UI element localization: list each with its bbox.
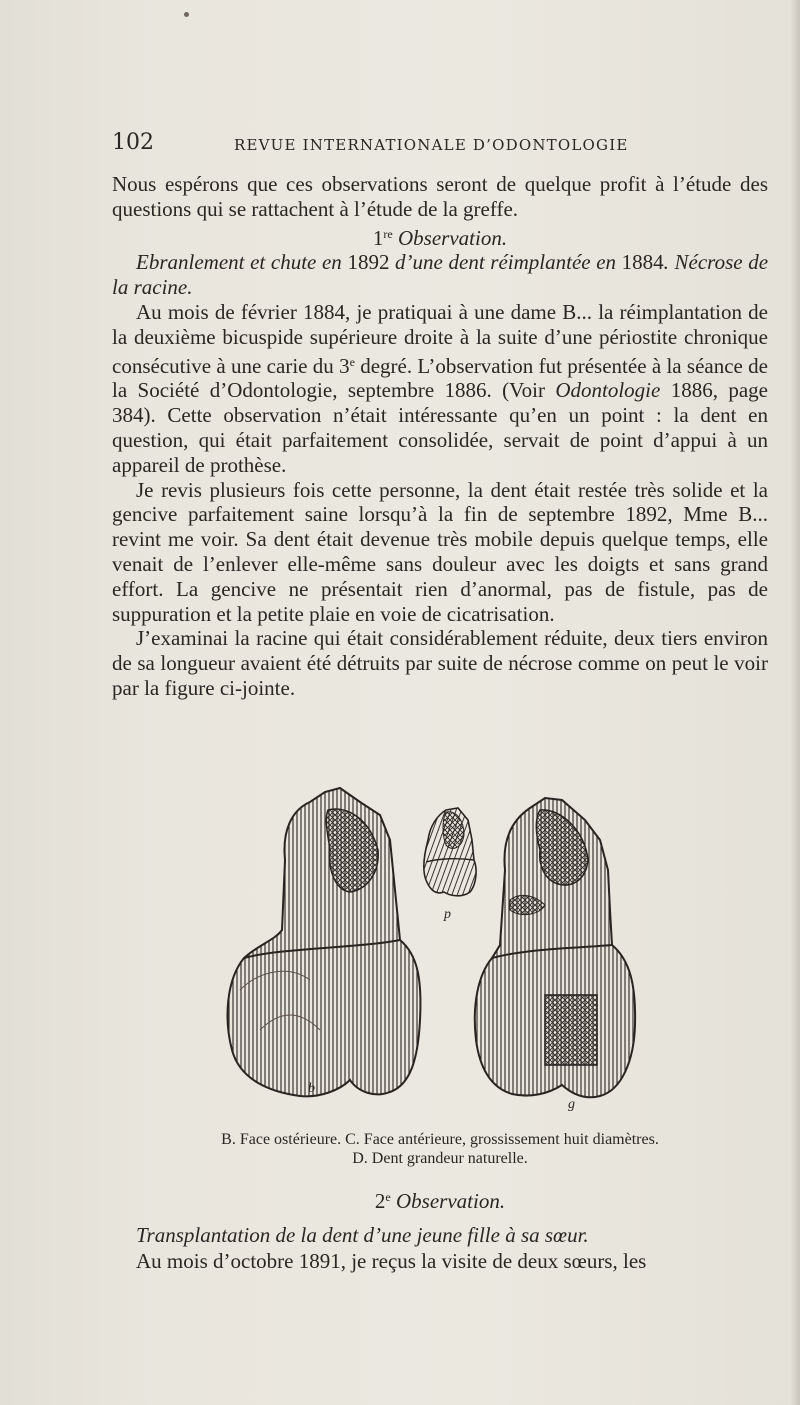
tooth-figure: [200, 780, 670, 1130]
obs1-sup: re: [383, 226, 393, 241]
obs1-paragraph-1: [112, 300, 768, 478]
obs1-para1-after: 1886, page 384). Cette observation n’était intéressante qu’en un point : la dent en question, qui était parfaitement consolidée, servait de point d’appui à un appareil de prothèse.: [112, 378, 768, 477]
obs1-para1-journal: Odontologie: [555, 378, 661, 403]
obs1-paragraph-3: J’examinai la racine qui était considérablement réduite, deux tiers environ de sa longueur avaient été détruits par suite de nécrose comme on peut le voir par la figure ci-jointe.: [112, 626, 768, 700]
obs1-year1: 1892: [347, 250, 390, 275]
obs1-number: 1: [372, 225, 384, 250]
tooth-posterior-face: [228, 788, 421, 1096]
figure-label-center: p: [444, 907, 451, 922]
tooth-anterior-face: [475, 798, 635, 1112]
obs2-sup: e: [385, 1190, 391, 1204]
obs1-para1-before: Au mois de février 1884, je pratiquai à une dame B... la réimplantation de la deuxième bicuspide supérieure droite à la suite d’une périostite chronique consécutive à une carie du 3: [112, 299, 768, 378]
obs1-paragraph-2: Je revis plusieurs fois cette personne, la dent était restée très solide et la gencive parfaitement saine lorsqu’à la fin de septembre 1892, Mme B... revint me voir. Sa dent était devenue très mobile depuis quelque temps, elle venait de l’enlever elle-même sans douleur avec les doigts et sans grand effort. La gencive ne présentait rien d’anormal, pas de fistule, pas de suppuration et la petite plaie en voie de cicatrisation.: [112, 477, 768, 626]
obs1-title-part1: Ebranlement et chute en: [136, 250, 348, 275]
figure-label-right: g: [568, 1097, 575, 1112]
obs1-para1-mid: degré. L’observation fut présentée à la séance de la Société d’Odontologie, septembre 1886. (Voir: [112, 353, 768, 403]
obs1-label: Observation.: [398, 225, 508, 250]
main-text: [112, 172, 768, 701]
obs2-title: Transplantation de la dent d’une jeune fille à sa sœur.: [136, 1223, 589, 1247]
obs1-heading: [112, 222, 768, 251]
second-observation: [112, 1184, 768, 1274]
ink-dot: [184, 12, 189, 17]
figure-caption: [112, 1130, 768, 1168]
obs2-heading: [112, 1184, 768, 1214]
tooth-illustration: [200, 780, 670, 1130]
obs1-year2: 1884: [621, 250, 664, 275]
obs2-paragraph-1: Au mois d’octobre 1891, je reçus la visite de deux sœurs, les: [136, 1249, 647, 1273]
obs1-title-part2: d’une dent réimplantée en: [389, 250, 622, 275]
tooth-natural-size: [424, 808, 476, 922]
obs1-para1-sup: e: [349, 354, 355, 369]
caption-line-1: B. Face ostérieure. C. Face antérieure, grossissement huit diamètres.: [221, 1131, 659, 1148]
intro-paragraph: Nous espérons que ces observations seront de quelque profit à l’étude des questions qui se rattachent à l’étude de la greffe.: [112, 172, 768, 221]
page-number: 102: [112, 130, 154, 155]
page-edge-shadow: [790, 0, 800, 1405]
obs1-title: [112, 250, 768, 300]
figure-label-left: b: [308, 1081, 315, 1096]
caption-line-2: D. Dent grandeur naturelle.: [352, 1150, 528, 1167]
obs2-label: Observation.: [396, 1189, 506, 1213]
page-header: [112, 130, 762, 160]
running-head: REVUE INTERNATIONALE D’ODONTOLOGIE: [234, 136, 629, 154]
obs1-title-part3: . Nécrose de la racine.: [112, 250, 769, 300]
obs2-number: 2: [374, 1189, 386, 1213]
